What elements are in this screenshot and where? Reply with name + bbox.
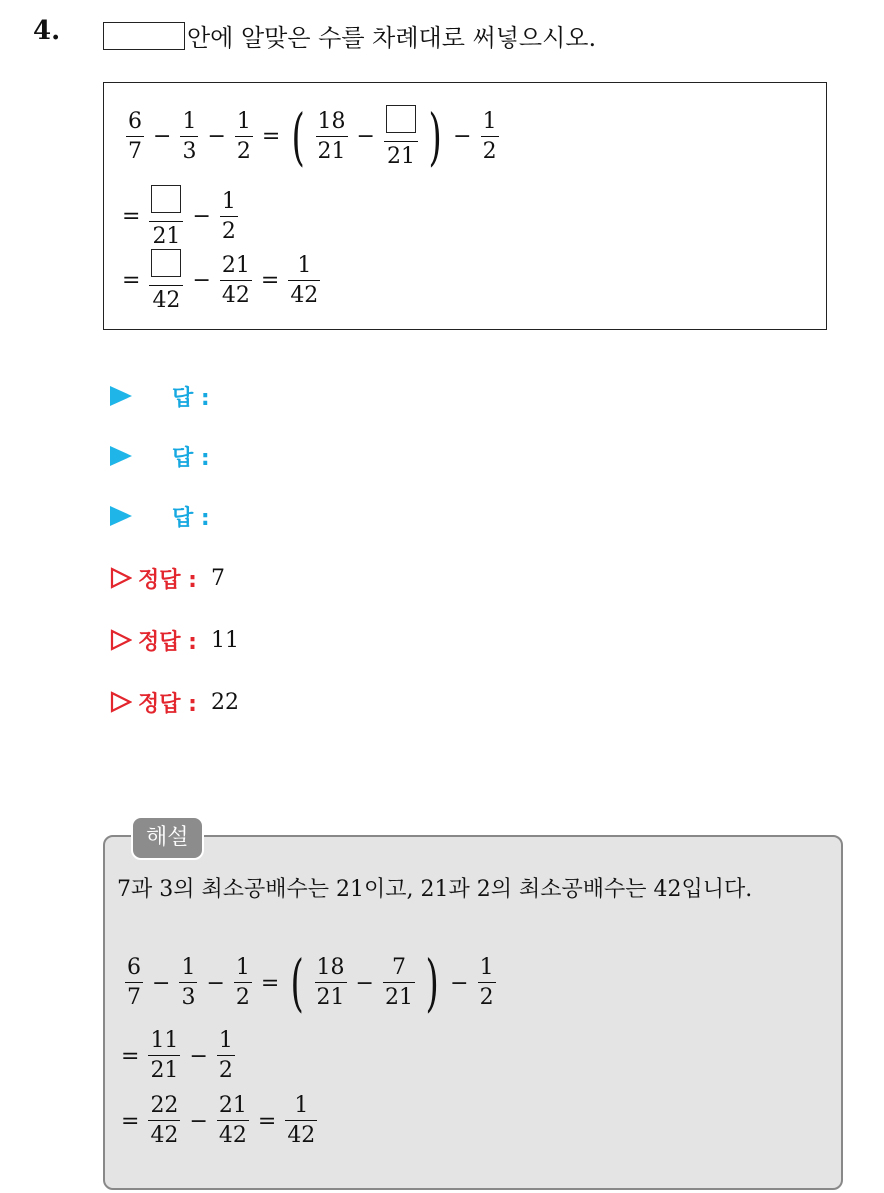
fraction-with-blank: 21 — [149, 185, 183, 248]
correct-label: 정답 : — [138, 567, 197, 593]
correct-label: 정답 : — [138, 629, 197, 655]
fraction-with-blank: 21 — [384, 105, 418, 168]
correct-answer-row-1 — [110, 560, 225, 596]
blank-box — [103, 22, 185, 50]
fraction: $\frac{1}{2}$ — [221, 188, 236, 244]
solution-expr-line-1: $\frac{6}{7}$ − $\frac{1}{3}$ − $\frac{1}{2}$ = ( $\frac{18}{21}$ − $\frac{7}{21}$ ) − $\frac{1}{2}$ — [127, 946, 494, 1019]
solution-expr-line-3: = $\frac{22}{42}$ − $\frac{21}{42}$ = $\frac{1}{42}$ — [121, 1093, 316, 1148]
solution-tag: 해설 — [131, 816, 204, 860]
answer-label: 답 : — [172, 385, 210, 411]
blank-box — [386, 105, 416, 133]
question-number: 4. — [33, 16, 61, 46]
question-instruction-line — [103, 18, 596, 53]
play-triangle-icon — [110, 446, 132, 466]
problem-box — [103, 82, 827, 330]
fraction: $\frac{1}{3}$ — [182, 108, 197, 164]
blank-box — [151, 249, 181, 277]
outline-triangle-icon — [110, 691, 132, 713]
fraction-with-blank: 42 — [149, 249, 183, 312]
play-triangle-icon — [110, 506, 132, 526]
expr-line-1: $\frac{6}{7}$ − $\frac{1}{3}$ − $\frac{1}{2}$ = ( $\frac{18}{21}$ − 21 ) − $\frac{1}{2}$ — [128, 99, 497, 173]
outline-triangle-icon — [110, 567, 132, 589]
expr-line-3: = 42 − $\frac{21}{42}$ = $\frac{1}{42}$ — [122, 249, 324, 312]
fraction: $\frac{21}{42}$ — [221, 252, 250, 308]
blank-box — [151, 185, 181, 213]
answer-label: 답 : — [172, 445, 210, 471]
answer-row-1[interactable] — [110, 378, 210, 414]
solution-expr-line-2: = $\frac{11}{21}$ − $\frac{1}{2}$ — [121, 1028, 233, 1083]
expr-line-2: = 21 − $\frac{1}{2}$ — [122, 185, 242, 248]
correct-label: 정답 : — [138, 691, 197, 717]
answer-row-3[interactable] — [110, 498, 210, 534]
fraction: $\frac{6}{7}$ — [128, 108, 142, 164]
answer-row-2[interactable] — [110, 438, 210, 474]
correct-value: 7 — [210, 565, 225, 591]
correct-answer-row-2 — [110, 622, 239, 658]
fraction: $\frac{18}{21}$ — [317, 108, 346, 164]
solution-explanation: 7과 3의 최소공배수는 21이고, 21과 2의 최소공배수는 42입니다. — [117, 877, 753, 902]
outline-triangle-icon — [110, 629, 132, 651]
correct-value: 11 — [210, 627, 239, 653]
correct-value: 22 — [210, 689, 239, 715]
question-text: 안에 알맞은 수를 차례대로 써넣으시오. — [187, 24, 597, 52]
fraction: $\frac{1}{42}$ — [290, 252, 319, 308]
answer-label: 답 : — [172, 505, 210, 531]
fraction: $\frac{1}{2}$ — [482, 108, 497, 164]
play-triangle-icon — [110, 386, 132, 406]
correct-answer-row-3 — [110, 684, 239, 720]
fraction: $\frac{1}{2}$ — [236, 108, 251, 164]
